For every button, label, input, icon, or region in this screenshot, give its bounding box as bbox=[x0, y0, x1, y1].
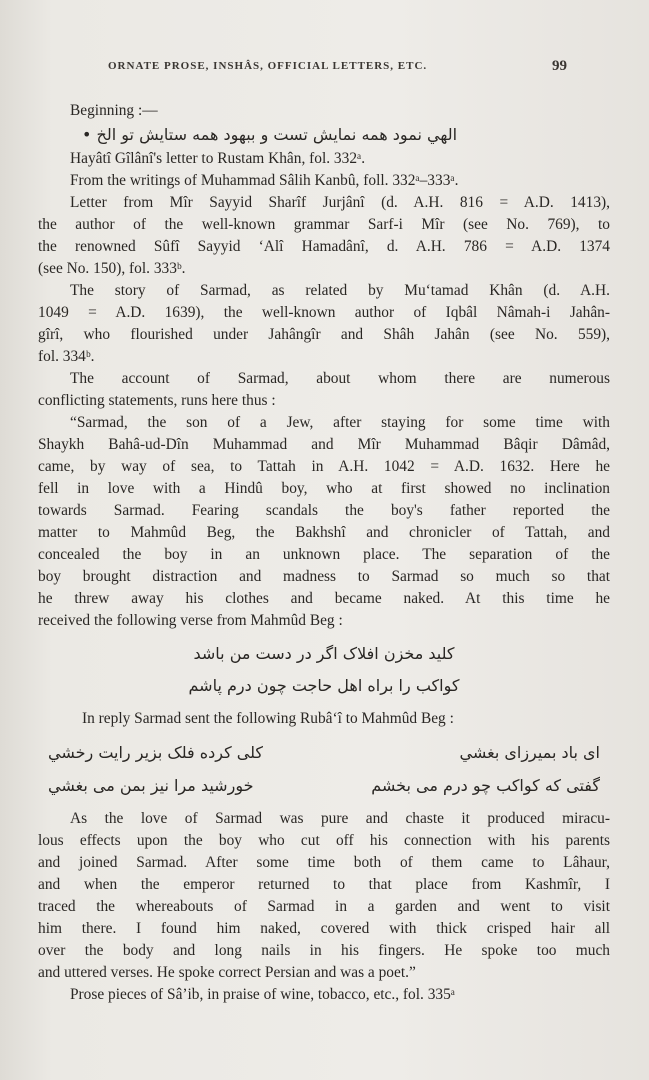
text-line: lous effects upon the boy who cut off his connection with his parents bbox=[38, 832, 610, 849]
page-number: 99 bbox=[552, 58, 567, 74]
text-line: Prose pieces of Sâʼib, in praise of wine, tobacco, etc., fol. 335ᵃ bbox=[70, 986, 456, 1003]
text-line: traced the whereabouts of Sarmad in a garden and went to visit bbox=[38, 898, 610, 915]
text-line: As the love of Sarmad was pure and chaste it produced miracu- bbox=[70, 810, 610, 827]
text-line: gîrî, who flourished under Jahângîr and Shâh Jahân (see No. 559), bbox=[38, 326, 610, 343]
running-title: ORNATE PROSE, INSHÂS, OFFICIAL LETTERS, ETC. bbox=[108, 60, 428, 72]
text-line: (see No. 150), fol. 333ᵇ. bbox=[38, 260, 186, 277]
text-line: “Sarmad, the son of a Jew, after staying for some time with bbox=[70, 414, 610, 431]
text-line: conflicting statements, runs here thus : bbox=[38, 392, 276, 409]
rubai-line bbox=[38, 769, 610, 802]
text-line: the renowned Sûfî Sayyid ʻAlî Hamadânî, d. A.H. 786 = A.D. 1374 bbox=[38, 238, 610, 255]
rubai-line bbox=[38, 736, 610, 769]
text-line: him there. I found him naked, covered with thick crisped hair all bbox=[38, 920, 610, 937]
reply-line: In reply Sarmad sent the following Rubâʻî to Mahmûd Beg : bbox=[82, 710, 454, 727]
text-line: Hayâtî Gîlânî's letter to Rustam Khân, fol. 332ᵃ. bbox=[70, 150, 366, 167]
text-line: fol. 334ᵇ. bbox=[38, 348, 95, 365]
rubai-hemistich: ای باد بمیرزای بغشي bbox=[459, 743, 600, 762]
text-line: over the body and long nails in his fingers. He spoke too much bbox=[38, 942, 610, 959]
rubai-hemistich: خورشید مرا نیز بمن می بغشي bbox=[48, 776, 254, 795]
text-line: received the following verse from Mahmûd Beg : bbox=[38, 612, 343, 629]
text-line: the author of the well-known grammar Sarf-i Mîr (see No. 769), to bbox=[38, 216, 610, 233]
text-line: The account of Sarmad, about whom there are numerous bbox=[70, 370, 610, 387]
beginning-arabic: الهي نمود همه نمایش تست و ببهود همه ستایش تو الخ • bbox=[82, 125, 458, 144]
rubai-hemistich: گفتی که کواکب چو درم می بخشم bbox=[371, 776, 600, 795]
text-line: From the writings of Muhammad Sâlih Kanbû, foll. 332ᵃ–333ᵃ. bbox=[70, 172, 459, 189]
page-content bbox=[38, 100, 610, 1006]
text-line: towards Sarmad. Fearing scandals the boy's father reported the bbox=[38, 502, 610, 519]
beginning-label: Beginning :— bbox=[70, 102, 158, 119]
text-line: matter to Mahmûd Beg, the Bakhshî and chronicler of Tattah, and bbox=[38, 524, 610, 541]
verse-line: کلید مخزن افلاک اگر در دست من باشد bbox=[193, 644, 455, 663]
text-line: boy brought distraction and madness to Sarmad so much so that bbox=[38, 568, 610, 585]
text-line: and when the emperor returned to that place from Kashmîr, I bbox=[38, 876, 610, 893]
text-line: fell in love with a Hindû boy, who at first showed no inclination bbox=[38, 480, 610, 497]
text-line: The story of Sarmad, as related by Muʻtamad Khân (d. A.H. bbox=[70, 282, 610, 299]
verse-line: کواکب را براه اهل حاجت چون درم پاشم bbox=[188, 676, 460, 695]
text-line: 1049 = A.D. 1639), the well-known author of Iqbâl Nâmah-i Jahân- bbox=[38, 304, 610, 321]
text-line: Shaykh Bahâ-ud-Dîn Muhammad and Mîr Muhammad Bâqir Dâmâd, bbox=[38, 436, 610, 453]
text-line: and joined Sarmad. After some time both of them came to Lâhaur, bbox=[38, 854, 610, 871]
text-line: he threw away his clothes and became naked. At this time he bbox=[38, 590, 610, 607]
text-line: concealed the boy in an unknown place. The separation of the bbox=[38, 546, 610, 563]
text-line: came, by way of sea, to Tattah in A.H. 1042 = A.D. 1632. Here he bbox=[38, 458, 610, 475]
text-line: and uttered verses. He spoke correct Persian and was a poet.” bbox=[38, 964, 416, 981]
rubai-hemistich: کلی کرده فلک بزیر رایت رخشي bbox=[48, 743, 264, 762]
text-line: Letter from Mîr Sayyid Sharîf Jurjânî (d. A.H. 816 = A.D. 1413), bbox=[70, 194, 610, 211]
